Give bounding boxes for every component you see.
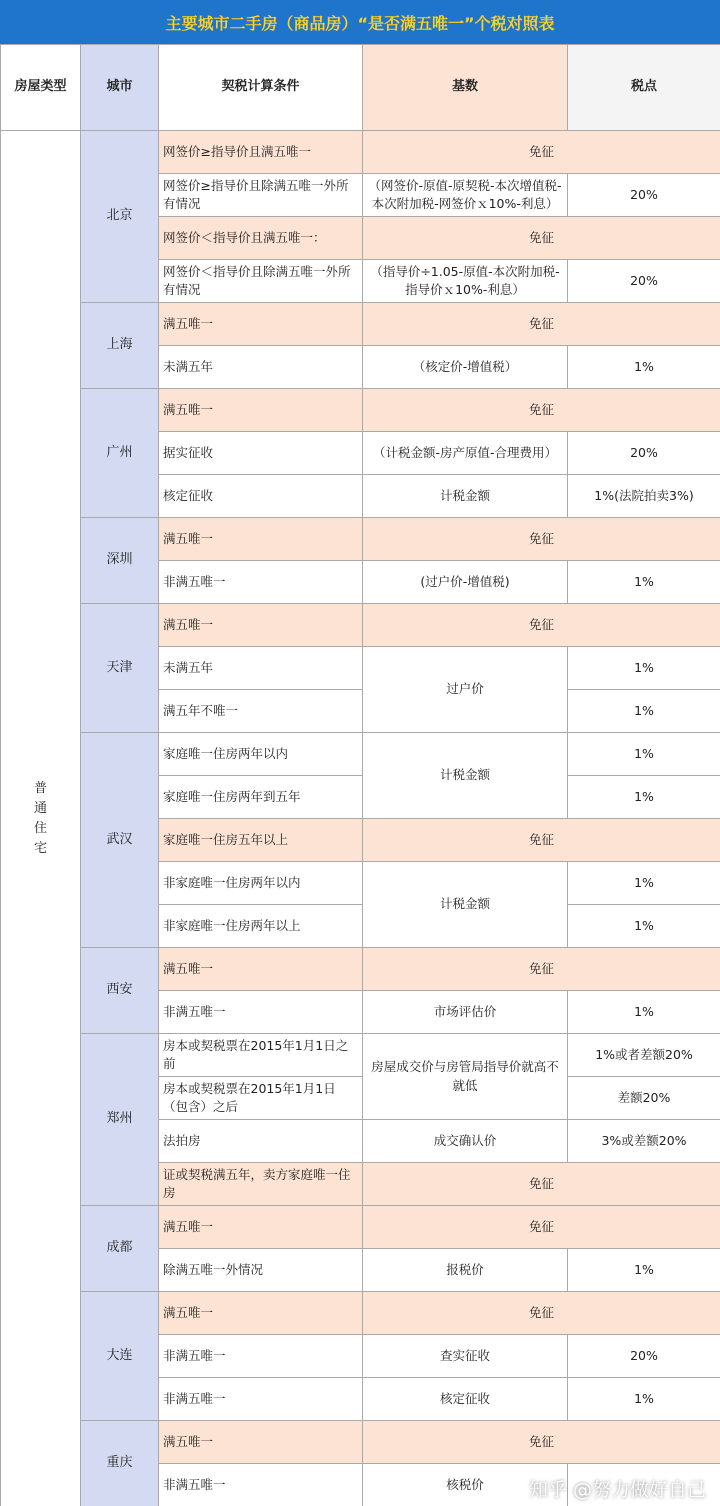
tax-comparison-table [0, 44, 720, 1506]
condition-cell: 非家庭唯一住房两年以上 [159, 905, 363, 948]
city-wuhan: 武汉 [81, 733, 159, 948]
base-cell: （计税金额-房产原值-合理费用） [363, 432, 568, 475]
rate-cell: 1% [568, 1378, 720, 1421]
header-base: 基数 [363, 45, 568, 131]
exempt-cell: 免征 [363, 948, 720, 991]
base-cell: 计税金额 [363, 862, 568, 948]
base-cell: 房屋成交价与房管局指导价就高不就低 [363, 1034, 568, 1120]
condition-cell: 网签价≥指导价且满五唯一 [159, 131, 363, 174]
condition-cell: 满五唯一 [159, 389, 363, 432]
city-beijing: 北京 [81, 131, 159, 303]
table-row [1, 733, 720, 776]
condition-cell: 网签价＜指导价且除满五唯一外所有情况 [159, 260, 363, 303]
base-cell: 成交确认价 [363, 1120, 568, 1163]
condition-cell: 核定征收 [159, 475, 363, 518]
rate-cell: 20% [568, 432, 720, 475]
base-cell: （核定价-增值税） [363, 346, 568, 389]
condition-cell: 非满五唯一 [159, 1464, 363, 1506]
rate-cell: 20% [568, 1335, 720, 1378]
city-tianjin: 天津 [81, 604, 159, 733]
header-house-type: 房屋类型 [1, 45, 81, 131]
exempt-cell: 免征 [363, 1163, 720, 1206]
header-city: 城市 [81, 45, 159, 131]
condition-cell: 满五唯一 [159, 1292, 363, 1335]
condition-cell: 未满五年 [159, 346, 363, 389]
table-title: 主要城市二手房（商品房）“是否满五唯一”个税对照表 [0, 0, 720, 44]
table-row [1, 518, 720, 561]
base-cell: 报税价 [363, 1249, 568, 1292]
condition-cell: 非满五唯一 [159, 991, 363, 1034]
condition-cell: 满五年不唯一 [159, 690, 363, 733]
header-condition: 契税计算条件 [159, 45, 363, 131]
condition-cell: 满五唯一 [159, 1206, 363, 1249]
condition-cell: 网签价＜指导价且满五唯一： [159, 217, 363, 260]
condition-cell: 家庭唯一住房两年以内 [159, 733, 363, 776]
condition-cell: 满五唯一 [159, 303, 363, 346]
base-cell: 计税金额 [363, 733, 568, 819]
condition-cell: 满五唯一 [159, 604, 363, 647]
header-rate: 税点 [568, 45, 720, 131]
city-zhengzhou: 郑州 [81, 1034, 159, 1206]
base-cell: 核税价 [363, 1464, 568, 1506]
city-dalian: 大连 [81, 1292, 159, 1421]
rate-cell: 3%或差额20% [568, 1120, 720, 1163]
condition-cell: 证或契税满五年，卖方家庭唯一住房 [159, 1163, 363, 1206]
condition-cell: 法拍房 [159, 1120, 363, 1163]
rate-cell: 1% [568, 1249, 720, 1292]
condition-cell: 房本或契税票在2015年1月1日（包含）之后 [159, 1077, 363, 1120]
table-row [1, 604, 720, 647]
rate-cell: 1% [568, 561, 720, 604]
base-cell: （网签价-原值-原契税-本次增值税-本次附加税-网签价ｘ10%-利息） [363, 174, 568, 217]
table-row [1, 303, 720, 346]
base-cell: 计税金额 [363, 475, 568, 518]
condition-cell: 满五唯一 [159, 1421, 363, 1464]
condition-cell: 除满五唯一外情况 [159, 1249, 363, 1292]
rate-cell: 1% [568, 776, 720, 819]
condition-cell: 据实征收 [159, 432, 363, 475]
rate-cell: 1% [568, 733, 720, 776]
rate-cell: 20% [568, 260, 720, 303]
base-cell: 核定征收 [363, 1378, 568, 1421]
base-cell: (过户价-增值税) [363, 561, 568, 604]
city-chongqing: 重庆 [81, 1421, 159, 1506]
city-shanghai: 上海 [81, 303, 159, 389]
table-row [1, 1206, 720, 1249]
exempt-cell: 免征 [363, 303, 720, 346]
table-row [1, 1421, 720, 1464]
rate-cell: 1%(法院拍卖3%) [568, 475, 720, 518]
exempt-cell: 免征 [363, 604, 720, 647]
header-row [1, 45, 720, 131]
base-cell: 过户价 [363, 647, 568, 733]
condition-cell: 非满五唯一 [159, 561, 363, 604]
condition-cell: 家庭唯一住房五年以上 [159, 819, 363, 862]
rate-cell: 1% [568, 346, 720, 389]
exempt-cell: 免征 [363, 217, 720, 260]
city-chengdu: 成都 [81, 1206, 159, 1292]
rate-cell: 差额20% [568, 1077, 720, 1120]
base-cell: 市场评估价 [363, 991, 568, 1034]
table-row [1, 389, 720, 432]
exempt-cell: 免征 [363, 1206, 720, 1249]
rate-cell: 1% [568, 862, 720, 905]
exempt-cell: 免征 [363, 389, 720, 432]
table-row [1, 1034, 720, 1077]
condition-cell: 家庭唯一住房两年到五年 [159, 776, 363, 819]
city-shenzhen: 深圳 [81, 518, 159, 604]
exempt-cell: 免征 [363, 131, 720, 174]
condition-cell: 房本或契税票在2015年1月1日之前 [159, 1034, 363, 1077]
exempt-cell: 免征 [363, 1421, 720, 1464]
exempt-cell: 免征 [363, 518, 720, 561]
rate-cell: 1% [568, 647, 720, 690]
rate-cell: 1%或者差额20% [568, 1034, 720, 1077]
condition-cell: 网签价≥指导价且除满五唯一外所有情况 [159, 174, 363, 217]
exempt-cell: 免征 [363, 1292, 720, 1335]
table-row [1, 1292, 720, 1335]
rate-cell: 20% [568, 174, 720, 217]
rate-cell: 1% [568, 991, 720, 1034]
condition-cell: 非家庭唯一住房两年以内 [159, 862, 363, 905]
condition-cell: 满五唯一 [159, 518, 363, 561]
city-xian: 西安 [81, 948, 159, 1034]
condition-cell: 非满五唯一 [159, 1335, 363, 1378]
base-cell: 查实征收 [363, 1335, 568, 1378]
condition-cell: 非满五唯一 [159, 1378, 363, 1421]
city-guangzhou: 广州 [81, 389, 159, 518]
exempt-cell: 免征 [363, 819, 720, 862]
zhihu-watermark: 知乎 @努力做好自己 [528, 1479, 706, 1501]
condition-cell: 未满五年 [159, 647, 363, 690]
rate-cell: 1% [568, 905, 720, 948]
house-type-cell: 普通住宅 [1, 131, 81, 1506]
condition-cell: 满五唯一 [159, 948, 363, 991]
table-row [1, 948, 720, 991]
table-row [1, 131, 720, 174]
rate-cell: 1% [568, 690, 720, 733]
base-cell: （指导价÷1.05-原值-本次附加税-指导价ｘ10%-利息） [363, 260, 568, 303]
